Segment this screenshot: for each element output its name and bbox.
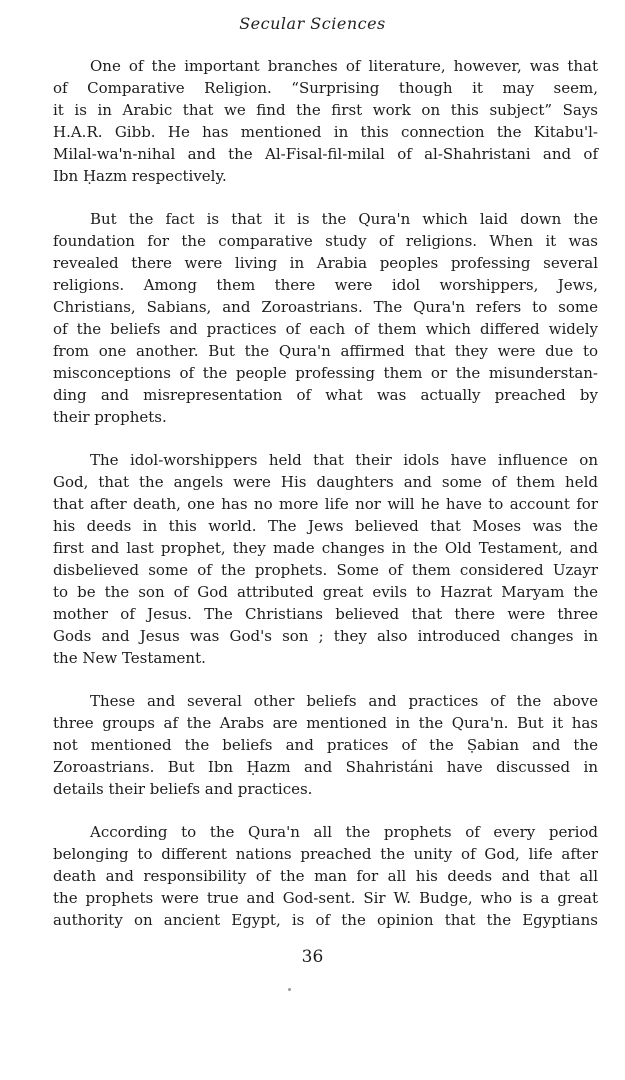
text-line: revealed there were living in Arabia peoples professing several <box>53 254 598 272</box>
text-line: not mentioned the beliefs and pratices of the Ṣabian and the <box>53 736 598 754</box>
text-line: Ibn Ḥazm respectively. <box>53 167 227 185</box>
paragraph-3 <box>53 449 598 669</box>
text-line: of the beliefs and practices of each of them which differed widely <box>53 320 598 338</box>
text-line: of Comparative Religion. “Surprising though it may seem, <box>53 79 598 97</box>
paragraph-4 <box>53 690 598 800</box>
text-line: H.A.R. Gibb. He has mentioned in this connection the Kitabu'l- <box>53 123 598 141</box>
text-line: One of the important branches of literature, however, was that <box>90 57 598 75</box>
paragraph-2 <box>53 208 598 428</box>
text-line: These and several other beliefs and practices of the above <box>90 692 598 710</box>
text-line: from one another. But the Qura'n affirmed that they were due to <box>53 342 598 360</box>
text-line: foundation for the comparative study of religions. When it was <box>53 232 598 250</box>
text-line: misconceptions of the people professing them or the misunderstan- <box>53 364 598 382</box>
text-line: authority on ancient Egypt, is of the opinion that the Egyptians <box>53 911 598 929</box>
text-line: ding and misrepresentation of what was actually preached by <box>53 386 598 404</box>
text-line: belonging to different nations preached the unity of God, life after <box>53 845 598 863</box>
text-line: it is in Arabic that we find the first work on this subject” Says <box>53 101 598 119</box>
text-line: first and last prophet, they made changes in the Old Testament, and <box>53 539 598 557</box>
text-line: Christians, Sabians, and Zoroastrians. The Qura'n refers to some <box>53 298 598 316</box>
running-head: Secular Sciences <box>239 14 386 33</box>
text-line: mother of Jesus. The Christians believed that there were three <box>53 605 598 623</box>
text-line: three groups af the Arabs are mentioned in the Qura'n. But it has <box>53 714 598 732</box>
text-line: details their beliefs and practices. <box>53 780 313 798</box>
text-line: disbelieved some of the prophets. Some of them considered Uzayr <box>53 561 598 579</box>
text-line: Gods and Jesus was God's son ; they also introduced changes in <box>53 627 598 645</box>
text-line: Milal-wa'n-nihal and the Al-Fisal-fil-milal of al-Shahristani and of <box>53 145 598 163</box>
page-number: 36 <box>301 947 324 967</box>
paragraph-5 <box>53 821 598 931</box>
body-text <box>53 55 598 952</box>
text-line: Zoroastrians. But Ibn Ḥazm and Shahristáni have discussed in <box>53 758 598 776</box>
text-line: his deeds in this world. The Jews believed that Moses was the <box>53 517 598 535</box>
text-line: death and responsibility of the man for all his deeds and that all <box>53 867 598 885</box>
text-line: the prophets were true and God-sent. Sir W. Budge, who is a great <box>53 889 598 907</box>
text-line: But the fact is that it is the Qura'n which laid down the <box>90 210 598 228</box>
text-line: that after death, one has no more life nor will he have to account for <box>53 495 598 513</box>
text-line: According to the Qura'n all the prophets of every period <box>90 823 598 841</box>
text-line: their prophets. <box>53 408 167 426</box>
text-line: religions. Among them there were idol worshippers, Jews, <box>53 276 598 294</box>
text-line: God, that the angels were His daughters and some of them held <box>53 473 598 491</box>
text-line: The idol-worshippers held that their idols have influence on <box>90 451 598 469</box>
text-line: the New Testament. <box>53 649 206 667</box>
paragraph-1 <box>53 55 598 187</box>
text-line: to be the son of God attributed great evils to Hazrat Maryam the <box>53 583 598 601</box>
scan-speck <box>288 988 291 991</box>
